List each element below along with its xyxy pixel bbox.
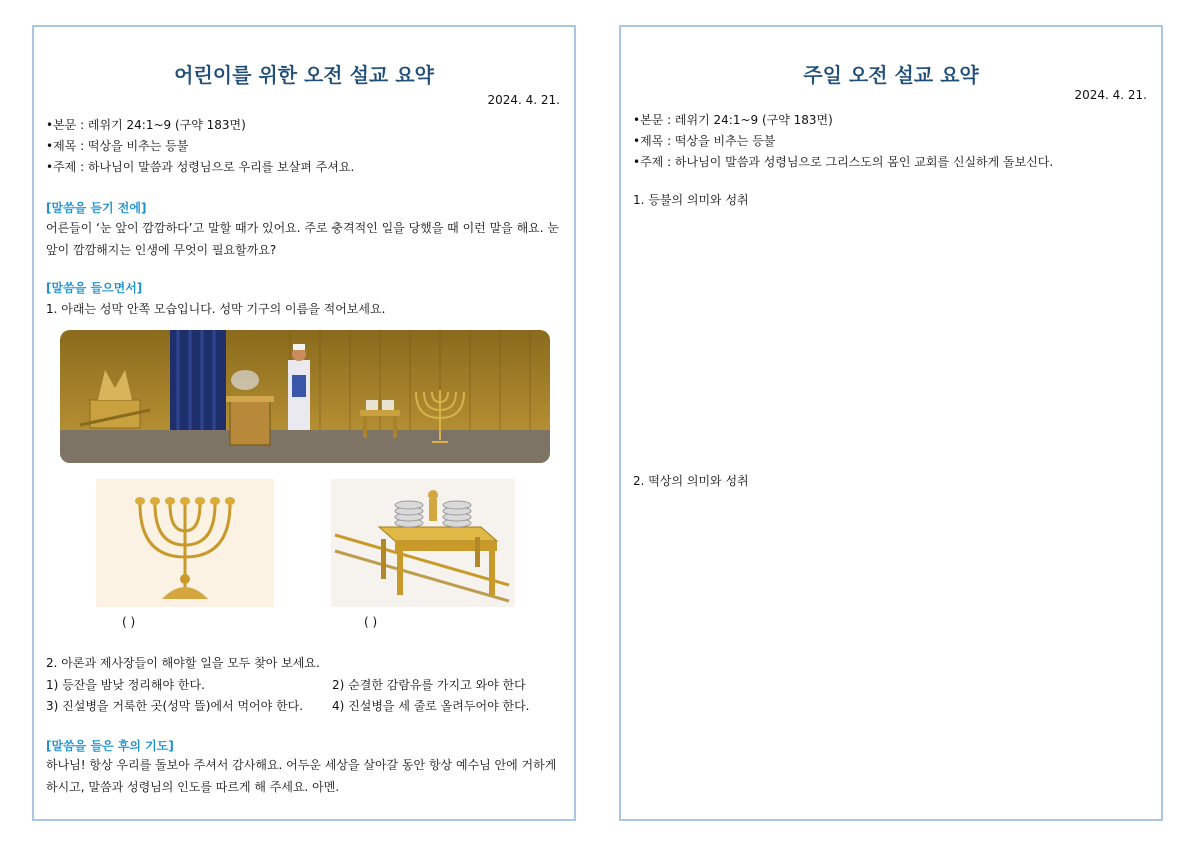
right-info-text-line: •본문 : 레위기 24:1~9 (구약 183면)	[633, 113, 833, 127]
right-info-theme-line: •주제 : 하나님이 말씀과 성령님으로 그리스도의 몸인 교회를 신실하게 돌보신다.	[633, 155, 1054, 169]
option-3: 3) 진설병을 거룩한 곳(성막 뜰)에서 먹어야 한다.	[46, 699, 304, 713]
before-text: 어른들이 ‘눈 앞이 깜깜하다’고 말할 때가 있어요. 주로 충격적인 일을 당했을 때 이런 말을 해요. 눈 앞이 깜깜해지는 인생에 무엇이 필요할까요?	[46, 221, 559, 257]
left-page	[32, 25, 576, 821]
right-page-title: 주일 오전 설교 요약	[803, 63, 979, 87]
before-heading: [말씀을 듣기 전에]	[46, 201, 147, 215]
info-title-line: •제목 : 떡상을 비추는 등불	[46, 139, 189, 153]
showbread-table-image	[331, 479, 515, 607]
right-info-title-line: •제목 : 떡상을 비추는 등불	[633, 134, 776, 148]
section-table: 2. 떡상의 의미와 성취	[633, 474, 749, 488]
left-page-title: 어린이를 위한 오전 설교 요약	[174, 63, 434, 87]
option-2: 2) 순결한 감람유를 가지고 와야 한다	[332, 678, 526, 692]
right-page-date: 2024. 4. 21.	[1074, 88, 1147, 102]
prayer-heading: [말씀을 들은 후의 기도]	[46, 739, 174, 753]
right-page	[619, 25, 1163, 821]
option-4: 4) 진설병을 세 줄로 올려두어야 한다.	[332, 699, 530, 713]
question-2: 2. 아론과 제사장들이 해야할 일을 모두 찾아 보세요.	[46, 656, 320, 670]
info-text-line: •본문 : 레위기 24:1~9 (구약 183면)	[46, 118, 246, 132]
left-page-date: 2024. 4. 21.	[487, 93, 560, 107]
tabernacle-interior-image	[60, 330, 550, 463]
option-1: 1) 등잔을 밤낮 정리해야 한다.	[46, 678, 205, 692]
prayer-text: 하나님! 항상 우리를 돌보아 주셔서 감사해요. 어두운 세상을 살아갈 동안 항상 예수님 안에 거하게 하시고, 말씀과 성령님의 인도를 따르게 해 주세요. 아멘.	[46, 758, 557, 794]
answer-blank-left: ( )	[122, 615, 136, 629]
info-theme-line: •주제 : 하나님이 말씀과 성령님으로 우리를 보살펴 주셔요.	[46, 160, 355, 174]
section-lamp: 1. 등불의 의미와 성취	[633, 193, 749, 207]
answer-blank-right: ( )	[364, 615, 378, 629]
during-heading: [말씀을 들으면서]	[46, 281, 143, 295]
question-1: 1. 아래는 성막 안쪽 모습입니다. 성막 기구의 이름을 적어보세요.	[46, 302, 386, 316]
menorah-image	[96, 479, 274, 607]
